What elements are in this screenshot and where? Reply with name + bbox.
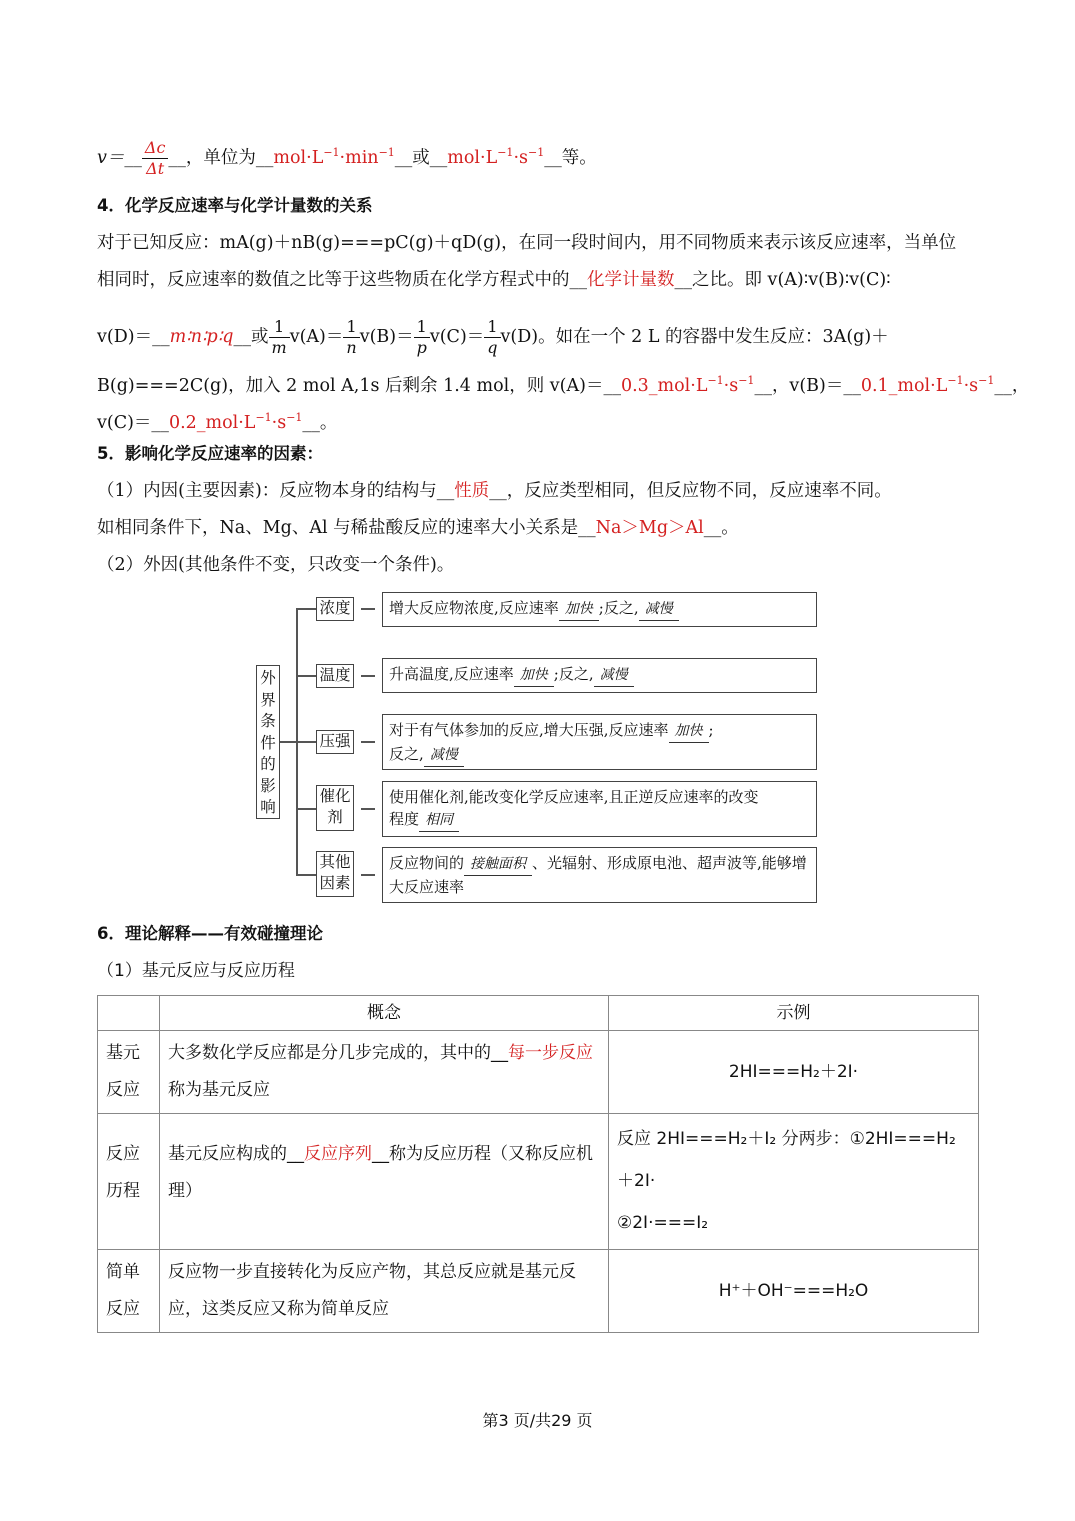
diagram-root: 外界条件的影响	[256, 665, 280, 819]
para-4-line-4: B(g)===2C(g)，加入 2 mol A,1s 后剩余 1.4 mol，则 $v(A)=\_\_0.3\_mol\cdot L^{-1}\cdot s^{-1}\_\_$，$v(B)=\_\_0.1\_mol\cdot L^{-1}\cdot s^{-1}\_\_$，	[97, 374, 1030, 396]
para-6-line-1: （1）基元反应与反应历程	[97, 961, 295, 981]
para-4-line-1: 对于已知反应：mA(g)＋nB(g)===pC(g)＋qD(g)，在同一段时间内，用不同物质来表示该反应速率，当单位	[97, 233, 957, 253]
box-temperature: 升高温度,反应速率 加快 ;反之, 减慢	[382, 658, 817, 693]
label-other: 其他因素	[316, 851, 354, 897]
answer-stoich: 化学计量数	[587, 270, 675, 290]
para-5-line-3: （2）外因(其他条件不变，只改变一个条件)。	[97, 555, 455, 575]
para-4-line-5: $v(C)=\_\_0.2\_mol\cdot L^{-1}\cdot s^{-1}\_\_$。	[97, 411, 338, 433]
label-pressure: 压强	[316, 730, 354, 754]
box-concentration: 增大反应物浓度,反应速率 加快 ;反之, 减慢	[382, 592, 817, 627]
page-footer: 第3 页/共29 页	[482, 1411, 593, 1430]
label-catalyst: 催化剂	[316, 785, 354, 831]
section-4-heading: 4．化学反应速率与化学计量数的关系	[97, 196, 373, 215]
box-other: 反应物间的 接触面积 、光辐射、形成原电池、超声波等,能够增 大反应速率	[382, 847, 817, 903]
box-catalyst: 使用催化剂,能改变化学反应速率,且正逆反应速率的改变 程度 相同	[382, 781, 817, 837]
elementary-reaction-table	[97, 995, 979, 1333]
para-5-line-2: 如相同条件下，Na、Mg、Al 与稀盐酸反应的速率大小关系是__Na＞Mg＞Al__。	[97, 518, 739, 538]
rate-formula-line: v＝__ $\frac{\Delta c}{\Delta t}$ __，单位为$\_\_mol\cdot L^{-1}\cdot\min^{-1}\_\_$或$\_\_mol\cdot L^{-1}\cdot s^{-1}\_\_$等。	[97, 138, 597, 178]
answer-ratio: m∶n∶p∶q	[169, 327, 234, 347]
table-row: 反应历程 基元反应构成的__反应序列__称为反应历程（又称反应机理） 反应 2HI===H₂＋I₂ 分两步：①2HI===H₂＋2I· ②2I·===I₂	[98, 1114, 979, 1250]
table-row: 基元反应 大多数化学反应都是分几步完成的，其中的__每一步反应称为基元反应 2HI===H₂＋2I·	[98, 1031, 979, 1114]
section-5-heading: 5．影响化学反应速率的因素：	[97, 444, 323, 463]
table-header: 概念 示例	[98, 996, 979, 1031]
unit-answer-2: $mol\cdot L^{-1}\cdot s^{-1}$	[447, 146, 545, 168]
rate-fraction: $\frac{\Delta c}{\Delta t}$	[142, 138, 169, 179]
section-6-heading: 6．理论解释——有效碰撞理论	[97, 924, 323, 943]
unit-answer-1: $mol\cdot L^{-1}\cdot\min^{-1}$	[273, 146, 395, 168]
para-4-line-3: v(D)＝__m∶n∶p∶q__或 $\frac{1}{m}$ v(A)＝ $\frac{1}{n}$ v(B)＝ $\frac{1}{p}$ v(C)＝ $\frac{1}{q}$ v(D)。如在一个 2 L 的容器中发生反应：3A(g)＋	[97, 317, 889, 357]
para-5-line-1: （1）内因(主要因素)：反应物本身的结构与__性质__，反应类型相同，但反应物不同，反应速率不同。	[97, 481, 892, 501]
para-4-line-2: 相同时，反应速率的数值之比等于这些物质在化学方程式中的__化学计量数__之比。即 v(A)∶v(B)∶v(C)∶	[97, 270, 891, 290]
label-concentration: 浓度	[316, 597, 354, 621]
box-pressure: 对于有气体参加的反应,增大压强,反应速率 加快 ; 反之, 减慢	[382, 714, 817, 770]
table-row: 简单反应 反应物一步直接转化为反应产物，其总反应就是基元反应，这类反应又称为简单反应 H⁺＋OH⁻===H₂O	[98, 1250, 979, 1333]
label-temperature: 温度	[316, 664, 354, 688]
